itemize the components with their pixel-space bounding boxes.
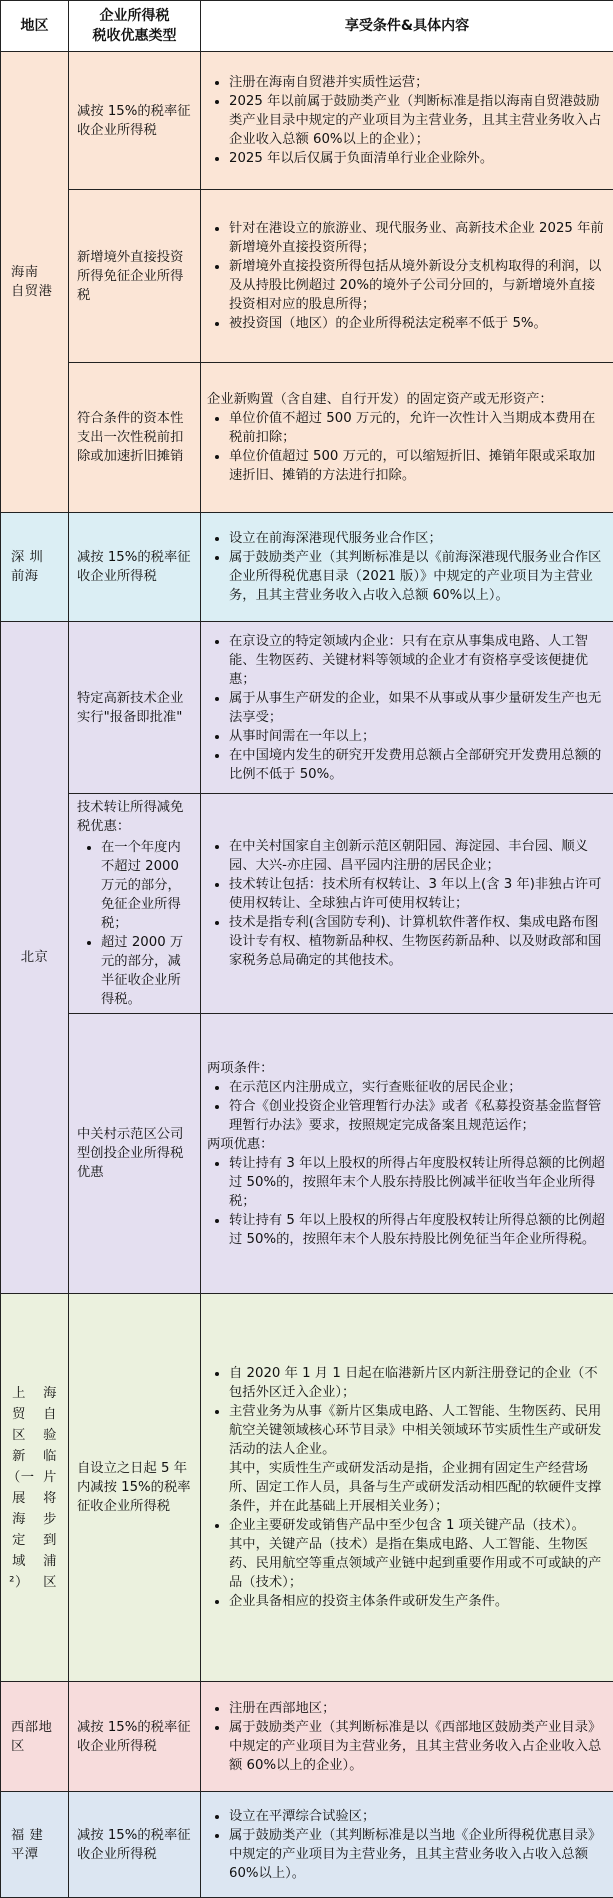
table-row <box>1 190 613 363</box>
header-region: 地区 <box>1 1 69 52</box>
list-item: • 在中国境内发生的研究开发费用总额占全部研究开发费用总额的比例不低于 50%。 <box>229 746 607 784</box>
table-row <box>1 52 613 190</box>
list-item: • 2025 年以前属于鼓励类产业（判断标准是指以海南自贸港鼓励类产业目录中规定的产业项目为主营业务，且其主营业务收入占企业收入总额 60%以上的企业）； <box>229 92 607 149</box>
type-cell: 减按 15%的税率征收企业所得税 <box>69 52 201 190</box>
conditions-list <box>207 632 607 784</box>
region-shanghai-right: 海自验临片将步到浦区 <box>38 1383 62 1593</box>
conditions-list <box>207 1807 607 1883</box>
conditions-cell <box>201 190 613 363</box>
region-hainan <box>1 52 69 513</box>
type-cell: 符合条件的资本性支出一次性税前扣除或加速折旧摊销 <box>69 363 201 513</box>
type-intro: 技术转让所得减免税优惠： <box>77 798 192 836</box>
benefits-title: 两项优惠： <box>207 1135 607 1154</box>
conditions-intro: 企业新购置（含自建、自行开发）的固定资产或无形资产： <box>207 390 607 409</box>
header-row <box>1 1 613 52</box>
region-fujian: 福 建 平潭 <box>1 1792 69 1898</box>
conditions-list <box>207 1699 607 1775</box>
conditions-list <box>207 529 607 605</box>
conditions-cell <box>201 363 613 513</box>
list-item: • 注册在海南自贸港并实质性运营； <box>229 73 607 92</box>
table-row <box>1 1682 613 1792</box>
table-row <box>1 622 613 794</box>
list-item: • 设立在平潭综合试验区； <box>229 1807 607 1826</box>
list-item: • 企业具备相应的投资主体条件或研发生产条件。 <box>229 1592 607 1611</box>
conditions-list <box>207 1078 607 1135</box>
list-item: • 属于鼓励类产业（其判断标准是以当地《企业所得税优惠目录》中规定的产业项目为主营业务，且其主营业务收入占收入总额 60%以上）。 <box>229 1826 607 1883</box>
benefits-list <box>207 1154 607 1249</box>
conditions-cell <box>201 1682 613 1792</box>
list-item: • 从事时间需在一年以上； <box>229 727 607 746</box>
list-item: • 主营业务为从事《新片区集成电路、人工智能、生物医药、民用航空关键领域核心环节目录》中相关领域环节实质性生产或研发活动的法人企业。 <box>229 1402 607 1459</box>
list-item: • 在中关村国家自主创新示范区朝阳园、海淀园、丰台园、顺义园、大兴-亦庄园、昌平园内注册的居民企业； <box>229 837 607 875</box>
type-cell: 减按 15%的税率征收企业所得税 <box>69 1682 201 1792</box>
region-xibu: 西部地区 <box>1 1682 69 1792</box>
type-cell: 特定高新技术企业实行"报备即批准" <box>69 622 201 794</box>
list-item: • 企业主要研发或销售产品中至少包含 1 项关键产品（技术）。 <box>229 1516 607 1535</box>
region-hainan-line2: 自贸港 <box>11 282 58 301</box>
region-shanghai-columns <box>7 1383 62 1593</box>
list-item: • 在示范区内注册成立，实行查账征收的居民企业； <box>229 1078 607 1097</box>
list-item: • 技术转让包括：技术所有权转让、3 年以上(含 3 年)非独占许可使用权转让、全球独占许可使用权转让； <box>229 875 607 913</box>
type-cell: 自设立之日起 5 年内减按 15%的税率征收企业所得税 <box>69 1294 201 1682</box>
list-item: • 转让持有 3 年以上股权的所得占年度股权转让所得总额的比例超过 50%的，按照年末个人股东持股比例减半征收当年企业所得税； <box>229 1154 607 1211</box>
header-conditions: 享受条件&具体内容 <box>201 1 613 52</box>
header-type-line1: 企业所得税 <box>73 6 196 26</box>
type-cell: 中关村示范区公司型创投企业所得税优惠 <box>69 1014 201 1294</box>
list-item: • 属于鼓励类产业（其判断标准是以《西部地区鼓励类产业目录》中规定的产业项目为主营业务，且其主营业务收入占企业收入总额 60%以上的企业）。 <box>229 1718 607 1775</box>
conditions-title: 两项条件： <box>207 1059 607 1078</box>
list-item: • 新增境外直接投资所得包括从境外新设分支机构取得的利润，以及从持股比例超过 20%的境外子公司分回的，与新增境外直接投资相对应的股息所得； <box>229 257 607 314</box>
list-item: • 自 2020 年 1 月 1 日起在临港新片区内新注册登记的企业（不包括外区迁入企业）； <box>229 1364 607 1402</box>
table-row <box>1 794 613 1014</box>
region-beijing: 北京 <box>1 622 69 1294</box>
conditions-cell <box>201 794 613 1014</box>
list-item: • 在一个年度内不超过 2000 万元的部分，免征企业所得税； <box>101 838 192 933</box>
header-type-line2: 税收优惠类型 <box>73 26 196 46</box>
type-cell: 减按 15%的税率征收企业所得税 <box>69 513 201 622</box>
conditions-list <box>207 409 607 485</box>
conditions-cell <box>201 52 613 190</box>
conditions-cell <box>201 1792 613 1898</box>
conditions-cell <box>201 622 613 794</box>
list-item: • 设立在前海深港现代服务业合作区； <box>229 529 607 548</box>
list-item: • 属于从事生产研发的企业，如果不从事或从事少量研发生产也无法享受； <box>229 689 607 727</box>
list-item: • 单位价值超过 500 万元的，可以缩短折旧、摊销年限或采取加速折旧、摊销的方法进行扣除。 <box>229 447 607 485</box>
list-item: • 技术是指专利(含国防专利)、计算机软件著作权、集成电路布图设计专有权、植物新品种权、生物医药新品种、以及财政部和国家税务总局确定的其他技术。 <box>229 913 607 970</box>
table-row <box>1 363 613 513</box>
list-item: • 超过 2000 万元的部分，减半征收企业所得税。 <box>101 933 192 1009</box>
conditions-cell <box>201 1014 613 1294</box>
conditions-list <box>207 837 607 970</box>
conditions-note: 其中，关键产品（技术）是指在集成电路、人工智能、生物医药、民用航空等重点领域产业链中起到重要作用或不可或缺的产品（技术）； <box>207 1535 607 1592</box>
conditions-cell <box>201 1294 613 1682</box>
conditions-list <box>207 219 607 333</box>
list-item: • 在京设立的特定领域内企业：只有在京从事集成电路、人工智能、生物医药、关键材料等领域的企业才有资格享受该便捷优惠； <box>229 632 607 689</box>
conditions-list <box>207 1364 607 1459</box>
conditions-list <box>207 73 607 168</box>
type-cell: 新增境外直接投资所得免征企业所得税 <box>69 190 201 363</box>
list-item: • 单位价值不超过 500 万元的，允许一次性计入当期成本费用在税前扣除； <box>229 409 607 447</box>
table-row <box>1 1294 613 1682</box>
region-hainan-line1: 海南 <box>11 263 58 282</box>
type-cell: 减按 15%的税率征收企业所得税 <box>69 1792 201 1898</box>
list-item: • 转让持有 5 年以上股权的所得占年度股权转让所得总额的比例超过 50%的，按照年末个人股东持股比例免征当年企业所得税。 <box>229 1211 607 1249</box>
list-item: • 2025 年以后仅属于负面清单行业企业除外。 <box>229 149 607 168</box>
type-cell <box>69 794 201 1014</box>
region-shenzhen: 深 圳 前海 <box>1 513 69 622</box>
table-row <box>1 513 613 622</box>
table-row <box>1 1792 613 1898</box>
table-row <box>1 1014 613 1294</box>
list-item: • 符合《创业投资企业管理暂行办法》或者《私募投资基金监督管理暂行办法》要求，按照规定完成备案且规范运作； <box>229 1097 607 1135</box>
header-type <box>69 1 201 52</box>
list-item: • 注册在西部地区； <box>229 1699 607 1718</box>
conditions-list <box>207 1592 607 1611</box>
region-shanghai-left: 上贸区新（一展海定域²） <box>7 1383 31 1593</box>
conditions-list <box>207 1516 607 1535</box>
type-list <box>77 838 192 1009</box>
region-shanghai <box>1 1294 69 1682</box>
conditions-note: 其中，实质性生产或研发活动是指，企业拥有固定生产经营场所、固定工作人员，具备与生产或研发活动相匹配的软硬件支撑条件，并在此基础上开展相关业务）； <box>207 1459 607 1516</box>
list-item: • 属于鼓励类产业（其判断标准是以《前海深港现代服务业合作区企业所得税优惠目录（2021 版）》中规定的产业项目为主营业务，且其主营业务收入占收入总额 60%以上）。 <box>229 548 607 605</box>
list-item: • 被投资国（地区）的企业所得税法定税率不低于 5%。 <box>229 314 607 333</box>
conditions-cell <box>201 513 613 622</box>
list-item: • 针对在港设立的旅游业、现代服务业、高新技术企业 2025 年前新增境外直接投资所得； <box>229 219 607 257</box>
